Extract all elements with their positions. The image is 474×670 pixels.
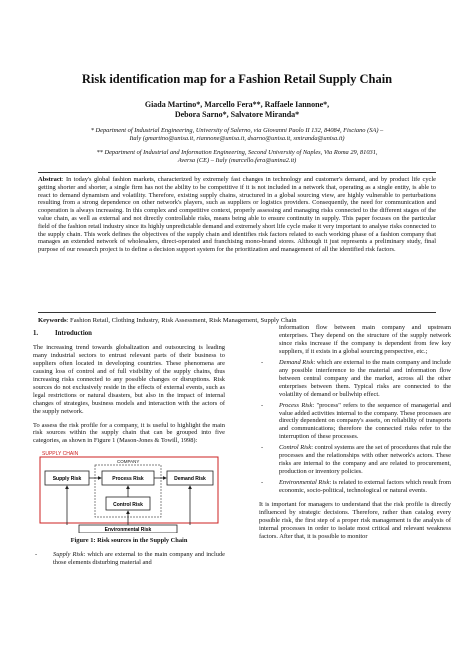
paper-title: Risk identification map for a Fashion Retail Supply Chain [81, 72, 393, 86]
keywords-text: : Fashion Retail, Clothing Industry, Risk Assessment, Risk Management, Supply Chain [66, 317, 297, 324]
bullet-text: : is related to external factors which result from economic, socio-political, technological or natural events. [279, 479, 451, 495]
demand-risk-label: Demand Risk [174, 476, 206, 483]
figure-1-caption: Figure 1: Risk sources in the Supply Chain [70, 537, 188, 545]
intro-paragraph-1: The increasing trend towards globalization and outsourcing is leading many industrial sectors to entrust relevant parts of their business to suppliers often located in developing countries. These phenomena are causing loss of control and of full visibility of the supply chains, thus increasing risks connected to any possible changes or disruptions. Risk sources do not exclusively reside in the effects of external events, such as legal restrictions or natural disasters, but also in the impact of internal changes of strategies, business models and interaction with the actors of the supply network. [33, 343, 225, 415]
bullet-term: Control Risk [279, 444, 312, 452]
bullet-text: : which are external to the main company and include any possible interference to the material and information flow between central company and the market, across all the other enterprises between them. Typical risks are connected to the volatility of demand or bullwhip effect. [279, 358, 451, 398]
bullet-dash: - [261, 479, 264, 487]
environmental-risk-label: Environmental Risk [104, 527, 152, 534]
abstract-label: Abstract [38, 176, 62, 183]
bullet-text: : control systems are the set of procedures that rule the processes and the relationships with other network's actors. These risks are internal to the company and are related to procurement, production or inventory policies. [279, 444, 452, 476]
affiliation-2-line-2: Aversa (CE) – Italy (marcello.fera@unina2.it) [177, 157, 297, 164]
intro-paragraph-2: To assess the risk profile for a company, it is useful to highlight the main risk sources within the supply chain that can be grouped into five categories, as shown in Figure 1 (Mason-Jones & Towill, 1998): [33, 421, 225, 445]
company-label: COMPANY [117, 459, 140, 465]
section-heading [33, 330, 225, 338]
keywords-label: Keywords [38, 317, 67, 324]
affiliation-1-line-2: Italy (gmartino@unisa.it, riannone@unisa.it, dsarno@unisa.it, smiranda@unisa.it) [129, 135, 345, 142]
supply-risk-label: Supply Risk [52, 476, 82, 483]
bullet-environmental-risk [259, 479, 451, 495]
bullet-dash: - [261, 401, 264, 409]
bullet-term: Environmental Risk [279, 479, 330, 487]
bullet-term: Supply Risk [53, 551, 84, 559]
bullet-dash: - [261, 444, 264, 452]
bullet-demand-risk [259, 359, 451, 399]
authors-line-1: Giada Martino*, Marcello Fera**, Raffaele Iannone*, [144, 100, 330, 109]
risk-sources-diagram [39, 451, 219, 533]
bullet-term: Demand Risk [279, 358, 314, 366]
affiliation-2 [55, 149, 419, 165]
bullet-supply-risk-continued [259, 324, 451, 356]
affiliation-2-line-1: ** Department of Industrial and Information Engineering, Second University of Naples, Via Roma 29, 81031, [96, 149, 378, 156]
bullet-term: Process Risk [279, 401, 313, 409]
supply-chain-label: SUPPLY CHAIN [42, 451, 79, 458]
section-number: 1. [33, 330, 39, 337]
right-column [259, 324, 452, 547]
affiliation-1-line-1: * Department of Industrial Engineering, University of Salerno, via Giovanni Paolo II 132, 84084, Fisciano (SA) – [90, 127, 384, 134]
control-risk-label: Control Risk [113, 502, 143, 509]
figure-1-diagram [39, 451, 219, 533]
bullet-text: : "process" refers to the sequence of managerial and value added activities internal to the company. These processes are directly dependent on company's assets, on reliability of transports and communications; therefore the connected risks refer to the interruption of these processes. [279, 401, 451, 441]
bullet-process-risk [259, 402, 451, 442]
bullet-supply-risk [33, 551, 225, 567]
section-title: Introduction [55, 330, 92, 337]
authors-line-2: Debora Sarno*, Salvatore Miranda* [174, 110, 300, 119]
bullet-control-risk [259, 444, 451, 476]
affiliation-1 [55, 127, 419, 143]
bullet-dash: - [261, 358, 264, 366]
left-column [33, 330, 225, 570]
author-list [0, 100, 474, 120]
abstract-text: : In today's global fashion markets, characterized by extremely fast changes in technology and customer's demand, and by product life cycle getting shorter and shorter, a single firm has not the ability to be competitive if it is not included in a network that, operating as a single entity, is able to react to demand dynamism and volatility. Therefore, existing supply chains, structured in a global sourcing view, are highly vulnerable to perturbations resulting from a strong dependence on other network's players, such as suppliers or logistics providers. Consequently, the need for communication and cooperation is always increasing. In this complex and competitive context, properly assessing and managing risks connected to the different stages of the value chain, as well as external and not directly controllable risks, means being able to ensure continuity in supply. This paper focuses on the particular field of the fashion retail industry since its highly unpredictable demand and extremely short life cycle make it very important to analyse risks connected to the supply chain. This work defines the objectives of the supply chain and identifies risk factors related to each working phase of a fashion company that manages an extended network of wholesalers, direct-operated and franchising mono-brand stores. Although it just represents a preliminary study, final purpose of our research project is to define a decision support system for the prioritization and management of all the identified risk factors. [38, 176, 436, 254]
intro-paragraph-3: It is important for managers to understand that the risk profile is directly influenced by strategic decisions. Therefore, rather than catalog every possible risk, the first step of a proper risk management is the analysis of internal processes in order to isolate most critical and relevant weakness factors. After that, it is possible to monitor [259, 501, 451, 540]
bullet-dash: - [35, 551, 38, 559]
bullet-text: information flow between main company and upstream enterprises. They depend on the structure of the supply network since risks increase if the company is dependent from few key suppliers, if it exists in a global sourcing perspective, etc.; [279, 324, 451, 355]
bullet-text: : which are external to the main company and include those elements disturbing material and [53, 551, 226, 567]
process-risk-label: Process Risk [112, 476, 144, 483]
abstract [38, 172, 436, 313]
